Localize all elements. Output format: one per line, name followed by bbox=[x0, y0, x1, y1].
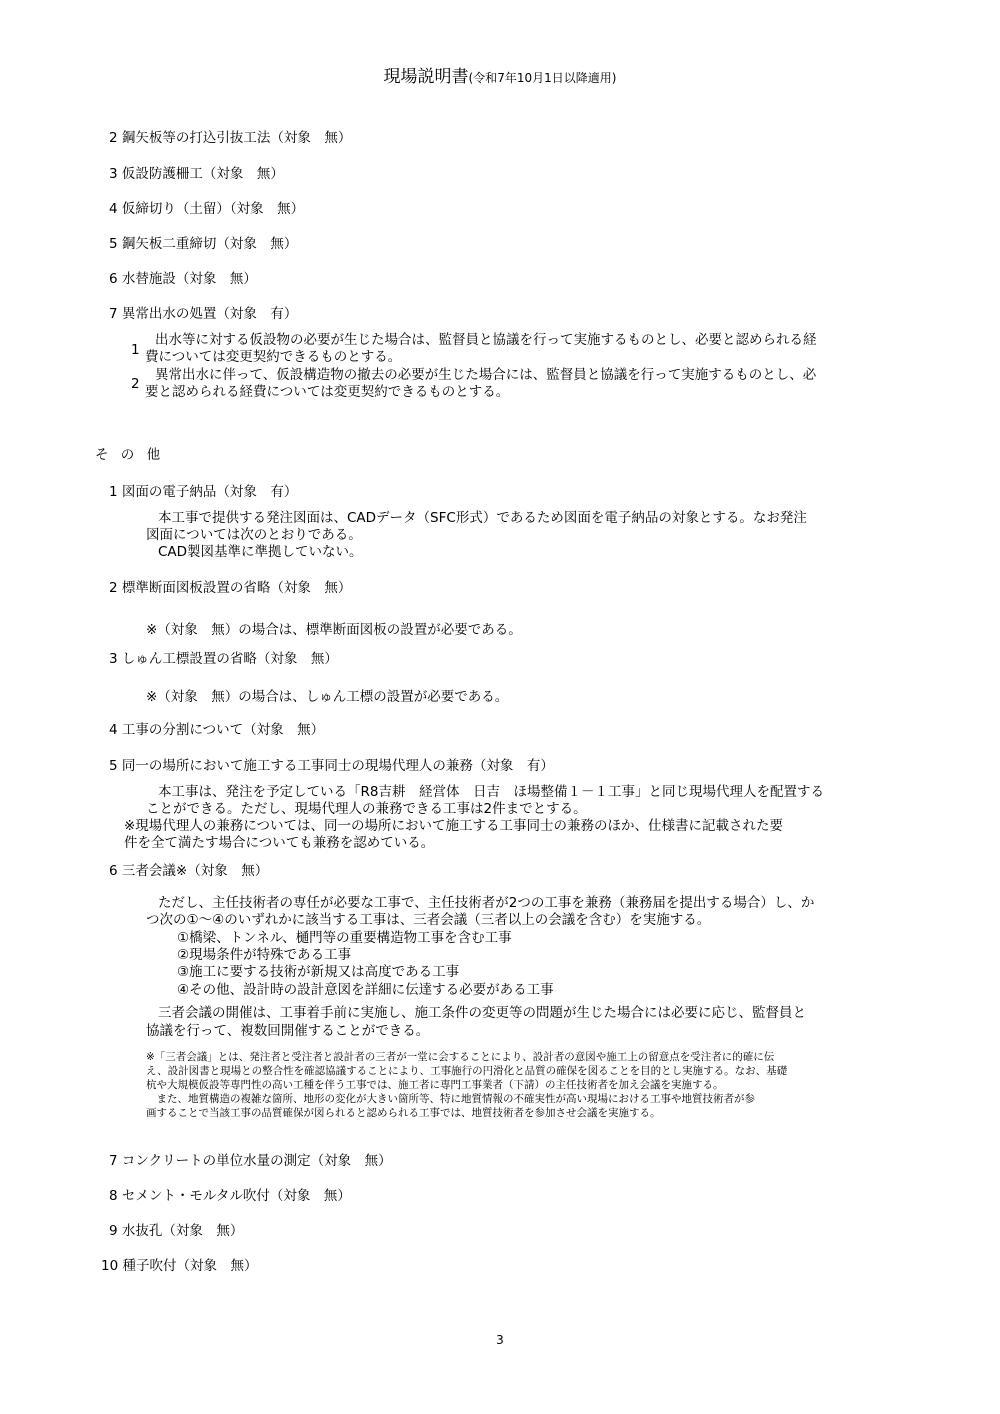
section-heading: そ の 他 bbox=[95, 447, 165, 463]
list-item bbox=[101, 1257, 257, 1275]
item-text: セメント・モルタル吹付（対象 無） bbox=[121, 1188, 351, 1204]
list-item bbox=[109, 483, 297, 501]
subitem-number: 2 bbox=[131, 376, 140, 392]
item-text: しゅん工標設置の省略（対象 無） bbox=[121, 651, 338, 667]
item-text: 同一の場所において施工する工事同士の現場代理人の兼務（対象 有） bbox=[121, 758, 554, 774]
paragraph-line: 本工事で提供する発注図面は、CADデータ（SFC形式）であるため図面を電子納品の対象とする。なお発注 bbox=[158, 510, 807, 526]
list-item bbox=[109, 200, 304, 218]
item-number: 6 bbox=[109, 271, 118, 287]
list-item bbox=[109, 305, 297, 323]
item-number: 5 bbox=[109, 758, 118, 774]
subitem-line: 出水等に対する仮設物の必要が生じた場合は、監督員と協議を行って実施するものとし、必要と認められる経 bbox=[155, 332, 817, 348]
item-number: 1 bbox=[109, 484, 118, 500]
footnote-line: 画することで当該工事の品質確保が図られると認められる工事では、地質技術者を参加させ会議を実施する。 bbox=[146, 1107, 661, 1119]
item-text: 水抜孔（対象 無） bbox=[121, 1223, 244, 1239]
list-item bbox=[109, 235, 297, 253]
list-item bbox=[109, 650, 338, 668]
subitem-line: 要と認められる経費については変更契約できるものとする。 bbox=[145, 384, 510, 400]
footnote-line: ※「三者会議」とは、発注者と受注者と設計者の三者が一堂に会することにより、設計者の意図や施工上の留意点を受注者に的確に伝 bbox=[146, 1051, 775, 1063]
paragraph-line: ただし、主任技術者の専任が必要な工事で、主任技術者が2つの工事を兼務（兼務届を提出する場合）し、か bbox=[158, 895, 815, 911]
list-item bbox=[109, 862, 268, 880]
item-number: 3 bbox=[109, 166, 118, 182]
item-number: 4 bbox=[109, 722, 118, 738]
list-item bbox=[109, 579, 351, 597]
footnote-line: え、設計図書と現場との整合性を確認協議することにより、工事施行の円滑化と品質の確保を図ることを目的とし実施する。なお、基礎 bbox=[146, 1065, 788, 1077]
list-item bbox=[109, 1152, 392, 1170]
item-text: 種子吹付（対象 無） bbox=[122, 1258, 258, 1274]
item-text: 標準断面図板設置の省略（対象 無） bbox=[121, 580, 352, 596]
paragraph-line: 図面については次のとおりである。 bbox=[146, 527, 362, 543]
subitem-line: 費については変更契約できるものとする。 bbox=[145, 349, 402, 365]
item-number: 8 bbox=[109, 1188, 118, 1204]
list-item bbox=[109, 721, 324, 739]
bullet-line: ④その他、設計時の設計意図を詳細に伝達する必要がある工事 bbox=[177, 982, 554, 998]
page-number: 3 bbox=[496, 1333, 504, 1347]
bullet-line: ①橋梁、トンネル、樋門等の重要構造物工事を含む工事 bbox=[177, 930, 512, 946]
list-item bbox=[109, 165, 284, 183]
item-text: 仮締切り（土留）（対象 無） bbox=[121, 201, 305, 217]
page-title-main: 現場説明書 bbox=[383, 67, 469, 87]
item-text: 鋼矢板二重締切（対象 無） bbox=[121, 236, 298, 252]
bullet-line: ③施工に要する技術が新規又は高度である工事 bbox=[177, 964, 460, 980]
item-text: 鋼矢板等の打込引抜工法（対象 無） bbox=[121, 130, 352, 146]
item-text: コンクリートの単位水量の測定（対象 無） bbox=[121, 1153, 392, 1169]
list-item bbox=[109, 1187, 351, 1205]
item-number: 10 bbox=[101, 1258, 119, 1274]
item-number: 7 bbox=[109, 1153, 118, 1169]
list-item bbox=[109, 757, 554, 775]
paragraph-line: ※現場代理人の兼務については、同一の場所において施工する工事同士の兼務のほか、仕様書に記載された要 bbox=[124, 818, 784, 834]
paragraph-line: 本工事は、発注を予定している「R8吉耕 経営体 日吉 ほ場整備１－１工事」と同じ現場代理人を配置する bbox=[158, 784, 824, 800]
item-number: 2 bbox=[109, 130, 118, 146]
page-title bbox=[0, 62, 1000, 87]
note-line: ※（対象 無）の場合は、標準断面図板の設置が必要である。 bbox=[146, 622, 522, 638]
item-text: 工事の分割について（対象 無） bbox=[121, 722, 325, 738]
paragraph-line: つ次の①～④のいずれかに該当する工事は、三者会議（三者以上の会議を含む）を実施する。 bbox=[146, 912, 711, 928]
item-number: 6 bbox=[109, 863, 118, 879]
paragraph-line: 件を全て満たす場合についても兼務を認めている。 bbox=[124, 835, 435, 851]
item-number: 5 bbox=[109, 236, 118, 252]
paragraph-line: CAD製図基準に準拠していない。 bbox=[158, 544, 363, 560]
item-number: 3 bbox=[109, 651, 118, 667]
item-text: 図面の電子納品（対象 有） bbox=[121, 484, 298, 500]
note-line: ※（対象 無）の場合は、しゅん工標の設置が必要である。 bbox=[146, 689, 509, 705]
item-text: 仮設防護柵工（対象 無） bbox=[121, 166, 284, 182]
paragraph-line: 三者会議の開催は、工事着手前に実施し、施工条件の変更等の問題が生じた場合には必要に応じ、監督員と bbox=[158, 1005, 806, 1021]
bullet-line: ②現場条件が特殊である工事 bbox=[177, 947, 352, 963]
subitem-number: 1 bbox=[131, 342, 140, 358]
subitem-line: 異常出水に伴って、仮設構造物の撤去の必要が生じた場合には、監督員と協議を行って実施するものとし、必 bbox=[155, 367, 817, 383]
list-item bbox=[109, 1222, 243, 1240]
page-title-sub: (令和7年10月1日以降適用) bbox=[468, 71, 617, 85]
item-number: 9 bbox=[109, 1223, 118, 1239]
footnote-line: また、地質構造の複雑な箇所、地形の変化が大きい箇所等、特に地質情報の不確実性が高い現場における工事や地質技術者が参 bbox=[146, 1093, 755, 1105]
paragraph-line: ことができる。ただし、現場代理人の兼務できる工事は2件までとする。 bbox=[146, 801, 587, 817]
item-text: 水替施設（対象 無） bbox=[121, 271, 257, 287]
item-number: 2 bbox=[109, 580, 118, 596]
footnote-line: 杭や大規模仮設等専門性の高い工種を伴う工事では、施工者に専門工事業者（下請）の主任技術者を加え会議を実施する。 bbox=[146, 1079, 724, 1091]
item-number: 7 bbox=[109, 306, 118, 322]
paragraph-line: 協議を行って、複数回開催することができる。 bbox=[146, 1023, 430, 1039]
item-text: 三者会議※（対象 無） bbox=[121, 863, 269, 879]
list-item bbox=[109, 129, 351, 147]
list-item bbox=[109, 270, 257, 288]
item-number: 4 bbox=[109, 201, 118, 217]
item-text: 異常出水の処置（対象 有） bbox=[121, 306, 298, 322]
